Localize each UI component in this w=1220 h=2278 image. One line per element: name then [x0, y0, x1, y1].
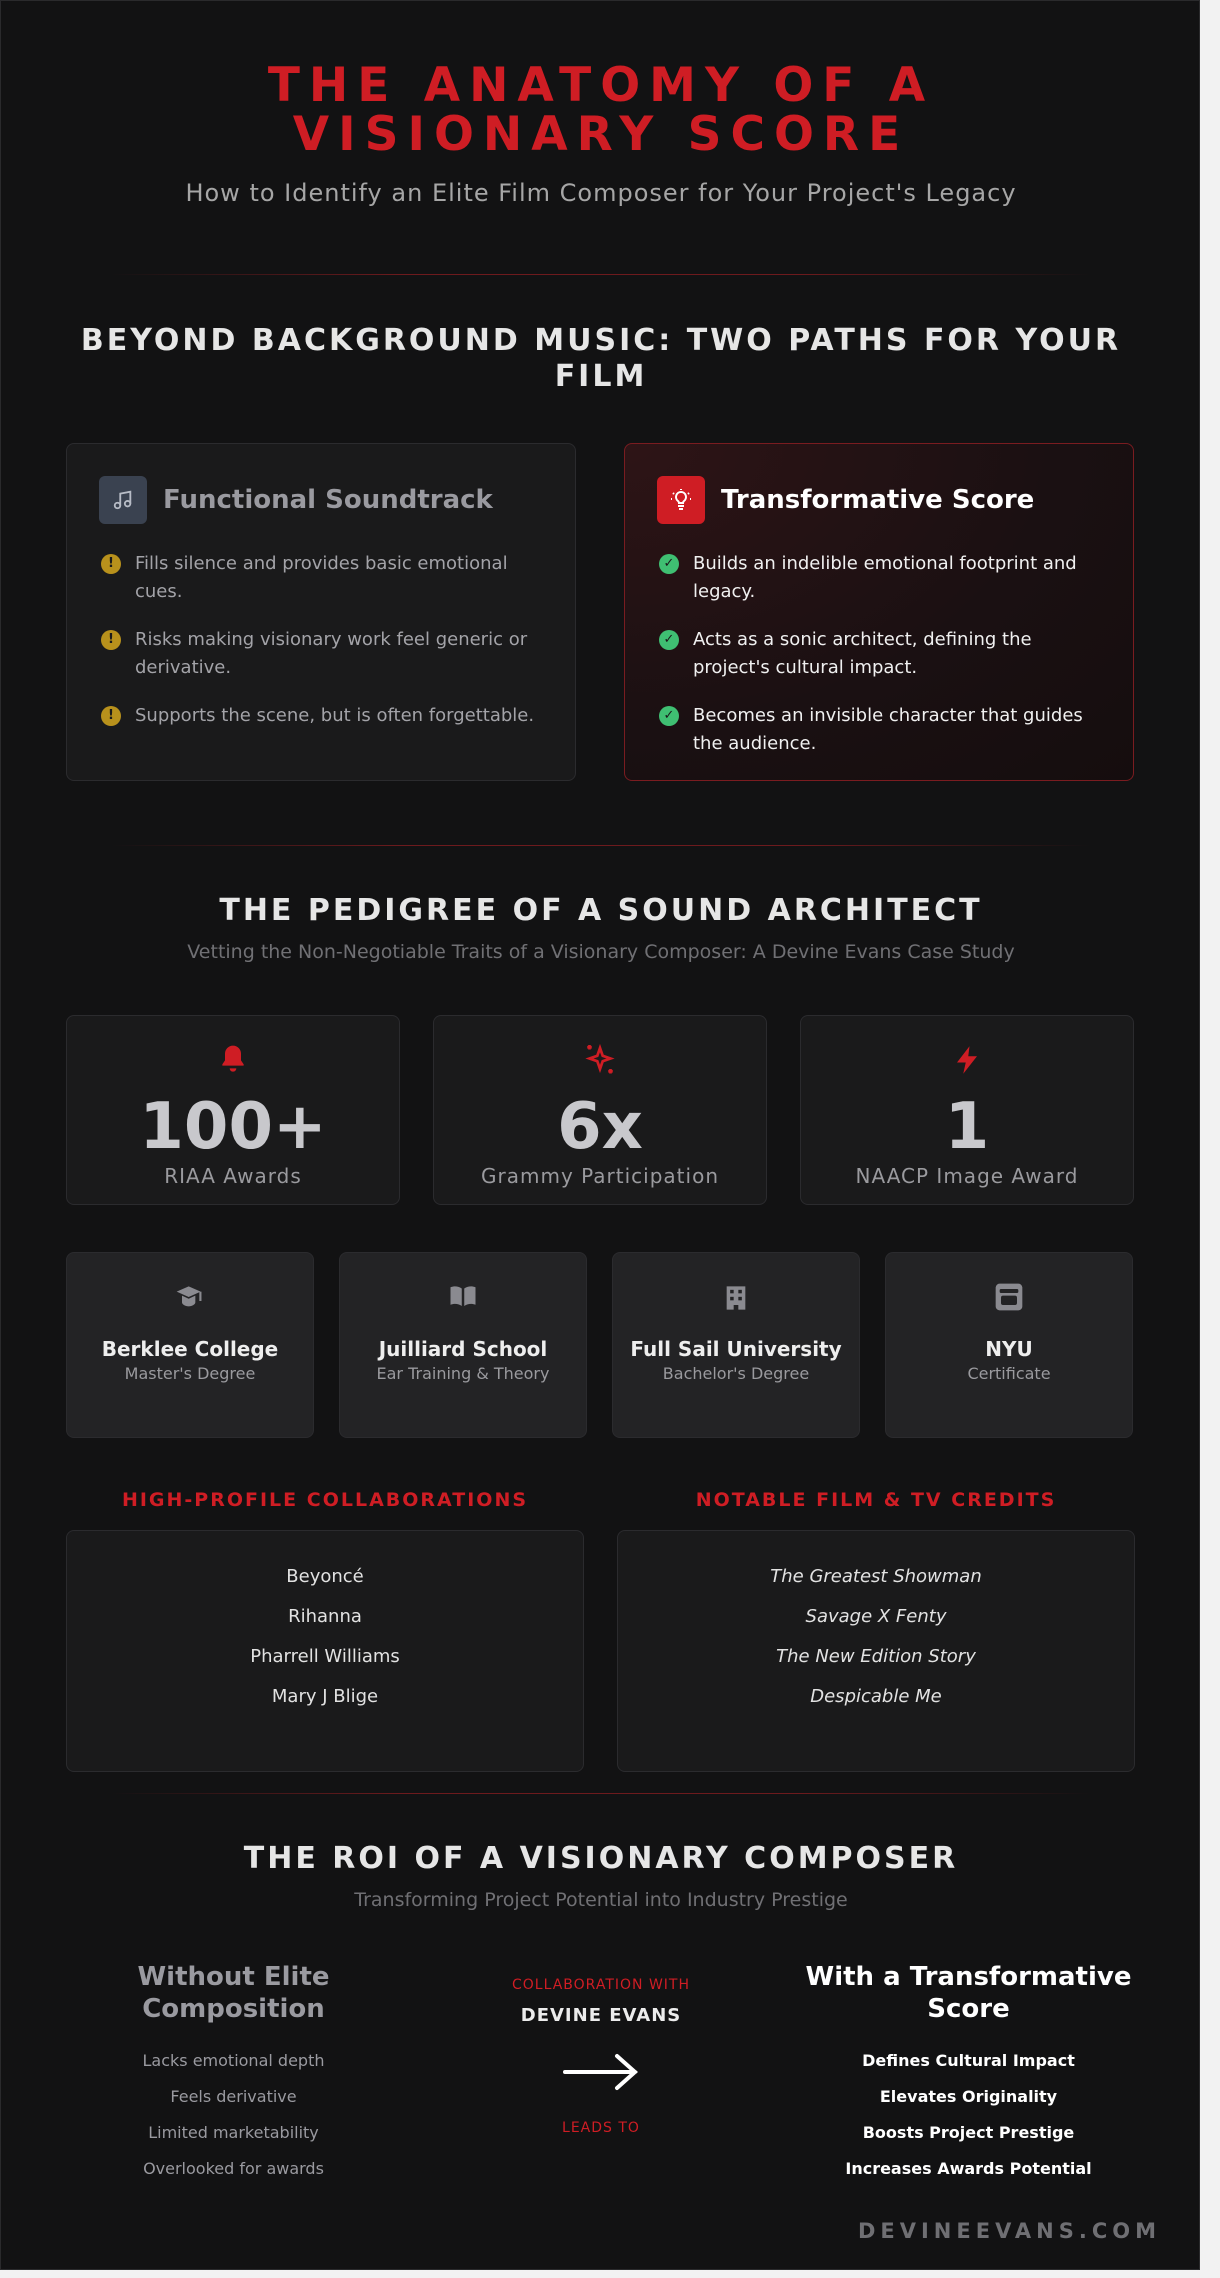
bell-icon: [67, 1042, 399, 1076]
list-item: Increases Awards Potential: [845, 2159, 1092, 2178]
collaborations-card: [66, 1530, 584, 1772]
building-icon: [613, 1281, 859, 1315]
list-item: Mary J Blige: [271, 1686, 379, 1707]
list-item: The Greatest Showman: [770, 1566, 982, 1587]
hero-title-line2: VISIONARY SCORE: [292, 107, 910, 162]
credits-card: [617, 1530, 1135, 1772]
collaborations-title: HIGH-PROFILE COLLABORATIONS: [121, 1489, 529, 1511]
archive-icon: [886, 1281, 1132, 1313]
list-item: The New Edition Story: [776, 1646, 976, 1667]
arrow-right-icon: [461, 2052, 741, 2092]
book-icon: [340, 1281, 586, 1311]
education-name: NYU Certificate: [896, 1335, 1122, 1385]
list-item: Despicable Me: [810, 1686, 942, 1707]
leads-to-label: LEADS TO: [562, 2120, 640, 2136]
hero-title: [1, 58, 1201, 162]
check-circle-icon: ✓: [659, 554, 679, 574]
list-item: Overlooked for awards: [143, 2159, 324, 2178]
education-card-nyu: [885, 1252, 1133, 1438]
stat-label: Grammy Participation: [481, 1164, 719, 1188]
roi-with-title: With a Transformative Score: [805, 1962, 1132, 2024]
list-item: Boosts Project Prestige: [862, 2123, 1075, 2142]
pedigree-section-subtitle: Vetting the Non-Negotiable Traits of a Visionary Composer: A Devine Evans Case Study: [187, 941, 1015, 963]
warning-icon: !: [101, 630, 121, 650]
footer-website: DEVINEEVANS.COM: [857, 2219, 1161, 2243]
education-detail: Ear Training & Theory: [376, 1364, 550, 1383]
list-item: Lacks emotional depth: [142, 2051, 325, 2070]
functional-list: [99, 550, 543, 730]
education-card-berklee: [66, 1252, 314, 1438]
credits-title: NOTABLE FILM & TV CREDITS: [695, 1489, 1057, 1511]
hero-title-line1: THE ANATOMY OF A: [267, 58, 935, 113]
warning-icon: !: [101, 554, 121, 574]
stat-value: 100+: [139, 1090, 327, 1164]
roi-with-column: [801, 1961, 1136, 2187]
stat-label: NAACP Image Award: [855, 1164, 1079, 1188]
section-divider: [111, 845, 1091, 846]
education-detail: Bachelor's Degree: [662, 1364, 810, 1383]
roi-without-column: [96, 1961, 371, 2187]
check-circle-icon: ✓: [659, 630, 679, 650]
pedigree-section-title: THE PEDIGREE OF A SOUND ARCHITECT: [219, 893, 983, 928]
functional-soundtrack-card: [66, 443, 576, 781]
list-item: ✓ Acts as a sonic architect, defining the project's cultural impact.: [657, 626, 1101, 682]
list-item: ✓ Builds an indelible emotional footprint and legacy.: [657, 550, 1101, 606]
section-divider: [111, 1793, 1091, 1794]
section-divider: [111, 274, 1091, 275]
education-card-juilliard: [339, 1252, 587, 1438]
stat-card-naacp: [800, 1015, 1134, 1205]
collaboration-label: COLLABORATION WITH: [512, 1977, 690, 1993]
stat-card-riaa: [66, 1015, 400, 1205]
roi-section-subtitle: Transforming Project Potential into Industry Prestige: [354, 1889, 848, 1911]
warning-icon: !: [101, 706, 121, 726]
education-name: Juilliard School Ear Training & Theory: [350, 1335, 576, 1385]
composer-name: DEVINE EVANS: [520, 2005, 682, 2026]
list-item: Elevates Originality: [879, 2087, 1058, 2106]
functional-soundtrack-title: Functional Soundtrack: [163, 485, 493, 515]
list-item: Feels derivative: [170, 2087, 297, 2106]
list-item: Savage X Fenty: [805, 1606, 947, 1627]
education-name: Full Sail University Bachelor's Degree: [623, 1335, 849, 1385]
education-detail: Master's Degree: [124, 1364, 256, 1383]
stat-value: 1: [944, 1090, 990, 1164]
education-name: Berklee College Master's Degree: [77, 1335, 303, 1385]
list-item: ! Risks making visionary work feel generic or derivative.: [99, 626, 543, 682]
sparkles-icon: [434, 1042, 766, 1078]
check-circle-icon: ✓: [659, 706, 679, 726]
list-item: ! Fills silence and provides basic emotional cues.: [99, 550, 543, 606]
graduation-cap-icon: [67, 1281, 313, 1313]
list-item: Rihanna: [288, 1606, 362, 1627]
roi-section-title: THE ROI OF A VISIONARY COMPOSER: [243, 1841, 959, 1876]
education-card-full-sail: [612, 1252, 860, 1438]
music-note-icon: [99, 476, 147, 524]
list-item: Limited marketability: [148, 2123, 319, 2142]
roi-bridge: [461, 1977, 741, 2136]
transformative-score-card: [624, 443, 1134, 781]
bolt-icon: [801, 1042, 1133, 1078]
list-item: Pharrell Williams: [250, 1646, 400, 1667]
list-item: Defines Cultural Impact: [862, 2051, 1075, 2070]
list-item: Beyoncé: [286, 1566, 364, 1587]
hero-subtitle: How to Identify an Elite Film Composer for Your Project's Legacy: [185, 179, 1017, 207]
list-item: ! Supports the scene, but is often forgettable.: [99, 702, 543, 730]
list-item: ✓ Becomes an invisible character that guides the audience.: [657, 702, 1101, 758]
lightbulb-icon: [657, 476, 705, 524]
stat-value: 6x: [557, 1090, 643, 1164]
roi-without-title: Without Elite Composition: [137, 1962, 330, 2024]
transformative-list: [657, 550, 1101, 758]
paths-section-title: BEYOND BACKGROUND MUSIC: TWO PATHS FOR YOUR FILM: [80, 323, 1122, 394]
stat-card-grammy: [433, 1015, 767, 1205]
stat-label: RIAA Awards: [164, 1164, 302, 1188]
transformative-score-title: Transformative Score: [721, 485, 1035, 515]
education-detail: Certificate: [967, 1364, 1051, 1383]
